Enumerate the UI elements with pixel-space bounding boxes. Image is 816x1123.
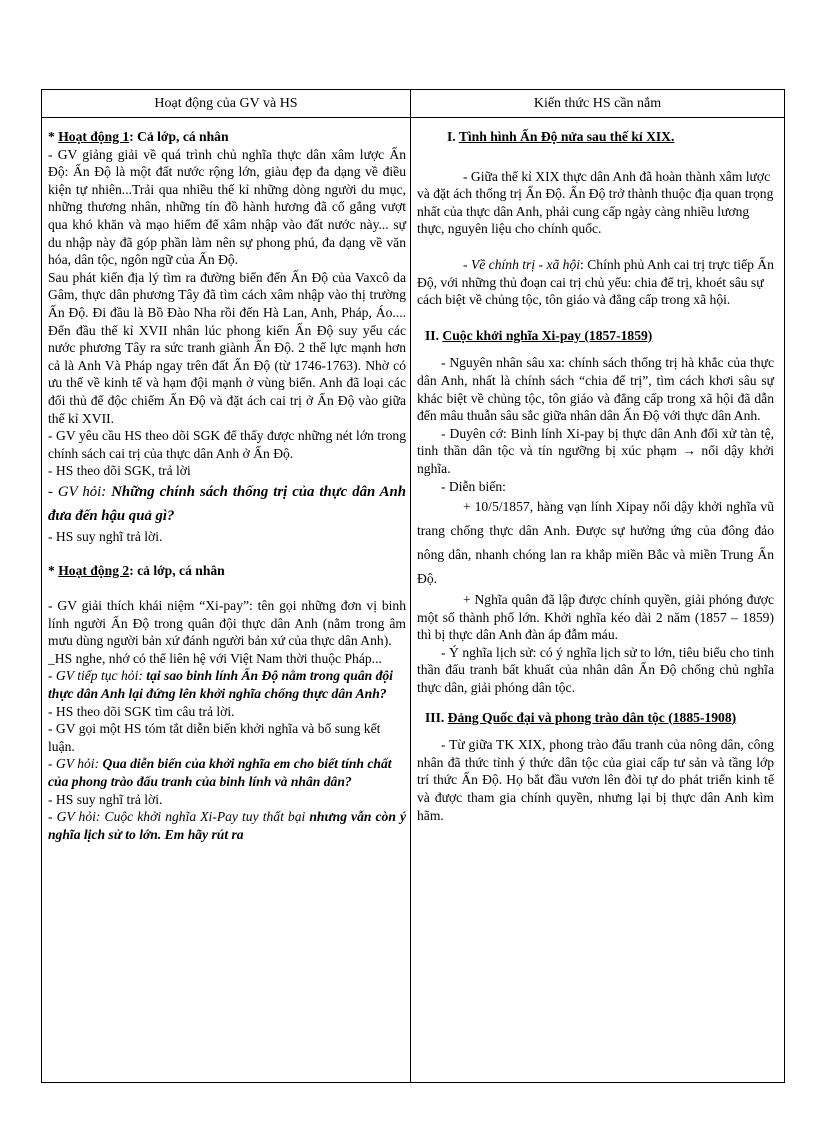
- paragraph-find-answer: - HS theo dõi SGK tìm câu trả lời.: [48, 703, 235, 719]
- activity-2-mode: : cả lớp, cá nhân: [129, 563, 225, 579]
- paragraph-trigger: - Duyên cớ: Binh lính Xi-pay bị thực dân Anh đối xử tàn tệ, tinh thần dân tộc và tín ngưỡng bị xúc phạm → nổi dậy khởi nghĩa.: [417, 425, 774, 476]
- paragraph-progress-label: - Diễn biến:: [441, 478, 506, 494]
- left-column: [42, 118, 411, 1082]
- activity-2-heading: * Hoạt động 2: cả lớp, cá nhân: [48, 563, 225, 579]
- section-2-heading: II. Cuộc khởi nghĩa Xi-pay (1857-1859): [425, 327, 653, 343]
- paragraph-government: + Nghĩa quân đã lập được chính quyền, giải phóng được một số thành phố lớn. Khởi nghĩa kéo dài 2 năm (1857 – 1859) thì bị thực dân Anh đàn áp đẫm máu.: [417, 592, 774, 643]
- paragraph-politics: - Về chính trị - xã hội: Chính phủ Anh cai trị trực tiếp Ấn Độ, với những thủ đoạn cai trị chủ yếu: chia để trị, khoét sâu sự cách biệt về chủng tộc, tôn giáo và đẳng cấp trong xã hội.: [417, 256, 774, 308]
- activity-1-mode: : Cả lớp, cá nhân: [129, 129, 229, 144]
- paragraph-significance: - Ý nghĩa lịch sử: có ý nghĩa lịch sử to lớn, tiêu biểu cho tinh thần đấu tranh bất khuất của nhân dân Ấn Độ chống chủ nghĩa thực dân, giải phóng dân tộc.: [417, 644, 774, 696]
- paragraph-root-cause: - Nguyên nhân sâu xa: chính sách thống trị hà khắc của thực dân Anh, nhất là chính sách “chia để trị”, tìm cách khơi sâu sự khác biệt về chủng tộc, tôn giáo và đẳng cấp trong xã hội đã dẫn đến mâu thuẫn sâu sắc giữa nhân dân Ấn Độ với thực dân Anh.: [417, 355, 774, 424]
- question-1: - GV hỏi: Những chính sách thống trị của thực dân Anh đưa đến hậu quả gì?: [48, 483, 406, 524]
- header-teacher-activities: Hoạt động của GV và HS: [42, 90, 411, 118]
- paragraph-think-1: - HS suy nghĩ trả lời.: [48, 528, 163, 544]
- activity-2-title: Hoạt động 2: [58, 563, 130, 579]
- paragraph-uprising: + 10/5/1857, hàng vạn lính Xipay nổi dậy khởi nghĩa vũ trang chống thực dân Anh. Được sự hưởng ứng của đông đảo nông dân, nhanh chóng lan ra khắp miền Bắc và miền Trung Ấn Độ.: [417, 499, 774, 587]
- paragraph-think-2: - HS suy nghĩ trả lời.: [48, 791, 163, 807]
- paragraph-xipay-definition: - GV giải thích khái niệm “Xi-pay”: tên gọi những đơn vị binh lính người Ấn Độ trong quân đội thực dân Anh (nằm trong âm mưu dùng người bản xứ đánh người bản xứ của thực dân Anh).: [48, 598, 406, 649]
- paragraph-student-reply: - HS theo dõi SGK, trả lời: [48, 463, 191, 479]
- question-2: - GV tiếp tục hỏi: tại sao binh lính Ấn Độ nằm trong quân đội thực dân Anh lại đứng lên khởi nghĩa chống thực dân Anh?: [48, 668, 393, 702]
- paragraph-colonization: - Giữa thế kỉ XIX thực dân Anh đã hoàn thành xâm lược và đặt ách thống trị Ấn Độ. Ấn Độ trở thành thuộc địa quan trọng nhất của thực dân Anh, phải cung cấp ngày càng nhiều lương thực, nguyên liệu cho chính quốc.: [417, 168, 774, 237]
- right-column: [411, 118, 784, 1082]
- question-4: - GV hỏi: Cuộc khởi nghĩa Xi-Pay tuy thất bại nhưng vẫn còn ý nghĩa lịch sử to lớn. Em hãy rút ra: [48, 809, 407, 842]
- section-3-heading: III. Đảng Quốc đại và phong trào dân tộc (1885-1908): [425, 709, 737, 725]
- paragraph-listen: _HS nghe, nhớ có thể liên hệ với Việt Nam thời thuộc Pháp...: [48, 650, 382, 666]
- paragraph-summary: - GV gọi một HS tóm tắt diễn biến khởi nghĩa và bổ sung kết luận.: [48, 721, 381, 754]
- paragraph-intro: - GV giảng giải về quá trình chủ nghĩa thực dân xâm lược Ấn Độ: Ấn Độ là một đất nước rộng lớn, giàu đẹp đa dạng về điều kiện tự nhiên...Trải qua nhiều thế kỉ những dòng người du mục, những thương nhân, những tín đồ hành hương đã cố gắng vượt qua khó khăn và mạo hiểm để xâm nhập vào đất nước này... sự du nhập này đã góp phần làm nên sự phong phú, đa dạng về văn hóa, dân tộc, ngôn ngữ của Ấn Độ.: [48, 146, 406, 268]
- paragraph-task: - GV yêu cầu HS theo dõi SGK để thấy được những nét lớn trong chính sách cai trị của thực dân Anh ở Ấn Độ.: [48, 428, 406, 461]
- header-student-knowledge: Kiến thức HS cần nắm: [411, 90, 784, 118]
- section-1-heading: I. Tình hình Ấn Độ nửa sau thế kỉ XIX.: [447, 129, 675, 144]
- question-3: - GV hỏi: Qua diễn biến của khởi nghĩa em cho biết tính chất của phong trào đấu tranh của binh lính và nhân dân?: [48, 756, 392, 789]
- paragraph-history: Sau phát kiến địa lý tìm ra đường biển đến Ấn Độ của Vaxcô da Gâm, thực dân phương Tây đã tìm cách xâm nhập vào thị trường Ấn Độ. Đi đầu là Bồ Đào Nha rồi đến Hà Lan, Anh, Pháp, Áo.... Đến đầu thế kỉ XVII nhân lúc phong kiến Ấn Độ suy yếu các nước phương Tây ra sức tranh giành Ấn Độ. 2 thế lực mạnh hơn cả là Anh Và Pháp ngay trên đất Ấn Độ (từ 1746-1763). Nhờ có ưu thế về kinh tế và hạm đội mạnh ở vùng biển. Anh đã loại các đối thủ để độc chiếm Ấn Độ và đặt ách cai trị ở Ấn Độ vào giữa thế kỉ XVII.: [48, 269, 406, 426]
- paragraph-national-movement: - Từ giữa TK XIX, phong trào đấu tranh của nông dân, công nhân đã thức tỉnh ý thức dân tộc của giai cấp tư sản và tầng lớp trí thức Ấn Độ. Họ bắt đầu vươn lên đòi tự do phát triển kinh tế và được tham gia chính quyền, nhưng lại bị thực dân Anh kìm hãm.: [417, 737, 774, 823]
- lesson-table: [41, 89, 785, 1083]
- activity-1-title: Hoạt động 1: [58, 129, 130, 144]
- activity-1-heading: * Hoạt động 1: Cả lớp, cá nhân: [48, 129, 229, 144]
